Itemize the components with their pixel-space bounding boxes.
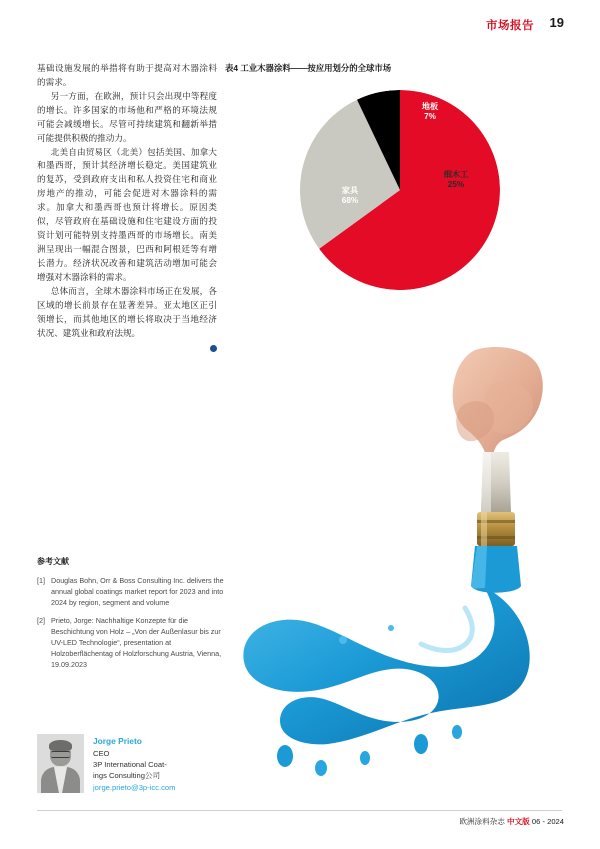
brush-handle — [481, 452, 511, 512]
article-paragraph: 另一方面，在欧洲，预计只会出现中等程度的增长。许多国家的市场他和严格的环境法规可能会减缓增长。尽管可持续建筑和翻新举措可能提供积极的推动力。 — [37, 90, 217, 143]
paint-splash — [243, 587, 529, 776]
article-body — [37, 62, 217, 356]
author-company-line-1: 3P International Coat- — [93, 760, 167, 770]
header-section-title: 市场报告 — [486, 20, 534, 32]
pie-label-furniture-value: 68% — [341, 196, 359, 206]
article-paragraph: 北美自由贸易区（北美）包括美国、加拿大和墨西哥，预计其经济增长稳定。美国建筑业的复苏，受到政府支出和私人投资住宅和商业房地产的推动，可能会促进对木器涂料的需求。加拿大和墨西哥也预计将增长。原因类似，尽管政府在基础设施和住宅建设方面的投资计划可能特别支持墨西哥的市场增长。南美洲呈现出一幅混合图景，巴西和阿根廷等有增长潜力。经济状况改善和建筑活动增加可能会增强对木器涂料的需求。 — [37, 146, 217, 282]
reference-item — [37, 616, 227, 671]
page-number: 19 — [549, 15, 564, 30]
glasses-icon — [51, 751, 70, 758]
page-header — [0, 0, 600, 44]
article-paragraph: 基础设施发展的举措将有助于提高对木器涂料的需求。 — [37, 63, 217, 87]
brush-bristles — [471, 546, 521, 593]
author-company-line-2: ings Consulting公司 — [93, 771, 161, 781]
avatar-hair-shape — [49, 740, 72, 751]
chart-caption: 表4 工业木器涂料——按应用划分的全球市场 — [225, 63, 392, 73]
pie-label-furniture — [322, 186, 378, 207]
reference-text: Douglas Bohn, Orr & Boss Consulting Inc. delivers the annual global coatings market report for 2023 and into 2024 by region, segment and volume — [51, 576, 224, 607]
author-name: Jorge Prieto — [93, 736, 142, 746]
footer-issue: 06 - 2024 — [531, 817, 564, 826]
paint-brush-illustration — [225, 340, 562, 810]
paint-brush-photo — [225, 340, 562, 810]
references-title: 参考文献 — [37, 557, 69, 566]
footer-magazine: 欧洲涂料杂志 — [459, 817, 505, 826]
reference-number: [1] — [37, 576, 45, 585]
footer-edition: 中文版 — [507, 817, 530, 826]
brush-ferrule — [477, 512, 515, 546]
references-block — [37, 556, 227, 678]
pie-label-flooring — [410, 102, 450, 123]
footer-divider — [37, 810, 562, 811]
pie-label-joinery-name: 细木工 — [443, 170, 469, 179]
pie-label-joinery — [428, 170, 484, 191]
pie-label-joinery-value: 25% — [447, 180, 465, 190]
page-footer — [459, 816, 564, 827]
author-email[interactable]: jorge.prieto@3p-icc.com — [93, 782, 176, 792]
pie-label-furniture-name: 家具 — [341, 186, 359, 195]
reference-text: Prieto, Jorge: Nachhaltige Konzepte für die Beschichtung von Holz – „Von der Außenlasur bis zur UV-LED Technologie“, presentation at Holzoberflächentag of Holzforschung Austria, Vienna, 19.09.2023 — [51, 615, 222, 669]
reference-number: [2] — [37, 615, 45, 625]
article-end-row — [37, 342, 217, 356]
article-paragraph: 总体而言，全球木器涂料市场正在发展，各区域的增长前景存在显著差异。亚太地区正引领增长，而其他地区的增长将取决于当地经济状况、建筑业和政府法规。 — [37, 285, 217, 338]
hand-shape — [453, 347, 543, 458]
end-of-article-icon — [210, 345, 217, 352]
reference-item — [37, 576, 227, 609]
author-role: CEO — [93, 749, 110, 759]
pie-chart — [300, 90, 500, 290]
author-block — [37, 734, 237, 793]
pie-label-flooring-name: 地板 — [421, 102, 439, 111]
avatar — [37, 734, 84, 793]
pie-label-flooring-value: 7% — [424, 112, 436, 122]
author-info — [93, 734, 175, 793]
